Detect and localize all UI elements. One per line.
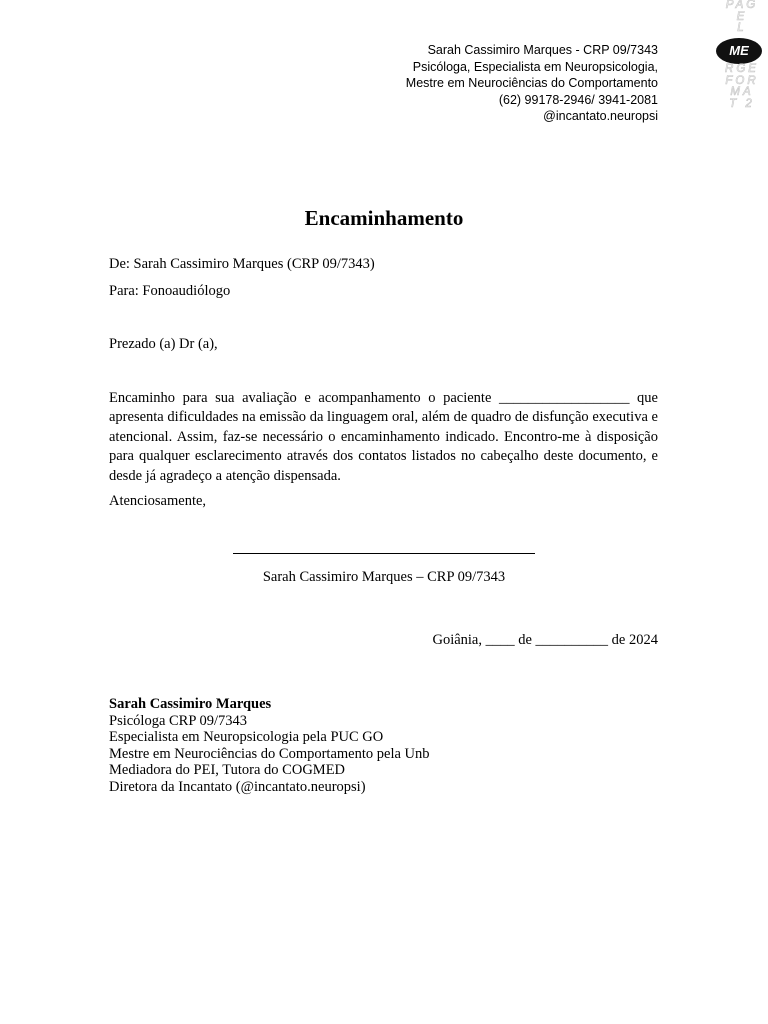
letterhead-degree: Mestre em Neurociências do Comportamento [405,76,658,90]
footer-line: Psicóloga CRP 09/7343 [109,712,248,729]
merge-format-watermark [716,0,768,130]
letterhead-handle: @incantato.neuropsi [543,109,658,123]
greeting: Prezado (a) Dr (a), [109,336,218,352]
date-line: Goiânia, ____ de __________ de 2024 [432,632,658,648]
signature-name: Sarah Cassimiro Marques – CRP 09/7343 [262,569,506,585]
letterhead [298,42,658,125]
letterhead-title: Psicóloga, Especialista em Neuropsicologia, [412,59,658,74]
watermark-text-bottom: RGE FOR MA T 2 [725,63,759,110]
closing: Atenciosamente, [109,493,207,509]
footer-line: Diretora da Incantato (@incantato.neuropsi) [109,778,366,795]
footer-line: Especialista em Neuropsicologia pela PUC GO [109,729,384,745]
letterhead-name: Sarah Cassimiro Marques - CRP 09/7343 [427,43,658,57]
signature-line [233,553,535,554]
body-paragraph: Encaminho para sua avaliação e acompanhamento o paciente __________________ que apresenta dificuldades na emissão da linguagem oral, além de quadro de disfunção executiva e atencional. Assim, faz-se necessário o encaminhamento indicado. Encontro-me à disposição para qualquer esclarecimento através dos contatos listados no cabeçalho deste documento, e desde já agradeço a atenção dispensada. [109,390,658,484]
me-logo-icon: ME [716,38,762,64]
to-line: Para: Fonoaudiólogo [109,283,231,299]
letterhead-phone: (62) 99178-2946/ 3941-2081 [498,92,658,107]
footer-name: Sarah Cassimiro Marques [109,696,272,712]
document-title: Encaminhamento [304,206,464,230]
footer-signature-block [109,696,430,795]
footer-line: Mestre em Neurociências do Comportamento pela Unb [109,745,430,762]
from-line: De: Sarah Cassimiro Marques (CRP 09/7343) [109,256,375,272]
footer-line: Mediadora do PEI, Tutora do COGMED [109,762,346,778]
watermark-text-top: PAG E L [725,0,759,34]
